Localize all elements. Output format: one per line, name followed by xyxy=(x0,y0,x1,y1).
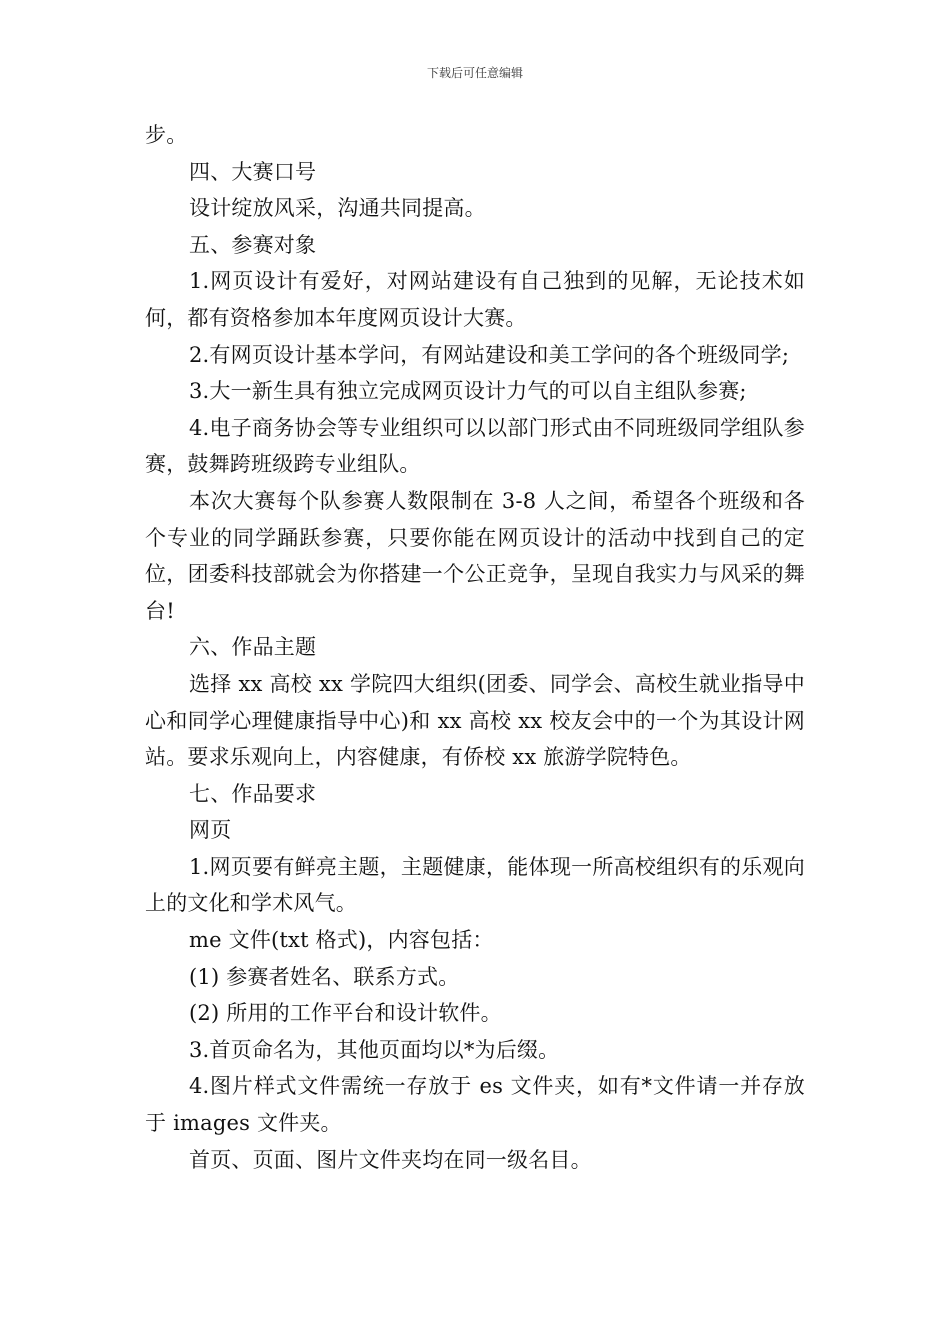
subheading: 网页 xyxy=(189,818,232,843)
paragraph: 选择 xx 高校 xx 学院四大组织(团委、同学会、高校生就业指导中心和同学心理健康指导中心)和 xx 高校 xx 校友会中的一个为其设计网站。要求乐观向上，内容健康，有侨校 xx 旅游学院特色。 xyxy=(145,671,805,770)
section-heading: 四、大赛口号 xyxy=(189,159,317,184)
paragraph: 首页、页面、图片文件夹均在同一级名目。 xyxy=(189,1147,592,1172)
list-item: (2) 所用的工作平台和设计软件。 xyxy=(189,1001,502,1026)
section-heading: 六、作品主题 xyxy=(189,635,317,660)
list-item: 3.大一新生具有独立完成网页设计力气的可以自主组队参赛; xyxy=(189,379,747,404)
paragraph: me 文件(txt 格式)，内容包括： xyxy=(189,928,494,953)
list-item: 4.图片样式文件需统一存放于 es 文件夹，如有*文件请一并存放于 images 文件夹。 xyxy=(145,1074,805,1136)
paragraph: 设计绽放风采，沟通共同提高。 xyxy=(189,196,486,221)
list-item: 3.首页命名为，其他页面均以*为后缀。 xyxy=(189,1037,560,1062)
document-body xyxy=(145,117,805,1178)
section-heading: 七、作品要求 xyxy=(189,781,317,806)
list-item: 1.网页设计有爱好，对网站建设有自己独到的见解，无论技术如何，都有资格参加本年度网页设计大赛。 xyxy=(145,269,805,330)
list-item: 1.网页要有鲜亮主题，主题健康，能体现一所高校组织有的乐观向上的文化和学术风气。 xyxy=(145,854,805,916)
section-heading: 五、参赛对象 xyxy=(189,232,317,257)
list-item: 4.电子商务协会等专业组织可以以部门形式由不同班级同学组队参赛，鼓舞跨班级跨专业组队。 xyxy=(145,415,805,477)
paragraph: 本次大赛每个队参赛人数限制在 3-8 人之间，希望各个班级和各个专业的同学踊跃参赛，只要你能在网页设计的活动中找到自己的定位，团委科技部就会为你搭建一个公正竞争，呈现自我实力与风采的舞台! xyxy=(145,488,805,623)
paragraph: 步。 xyxy=(145,123,188,147)
list-item: 2.有网页设计基本学问，有网站建设和美工学问的各个班级同学; xyxy=(189,342,790,367)
page-header-note: 下载后可任意编辑 xyxy=(426,66,523,80)
list-item: (1) 参赛者姓名、联系方式。 xyxy=(189,964,460,989)
